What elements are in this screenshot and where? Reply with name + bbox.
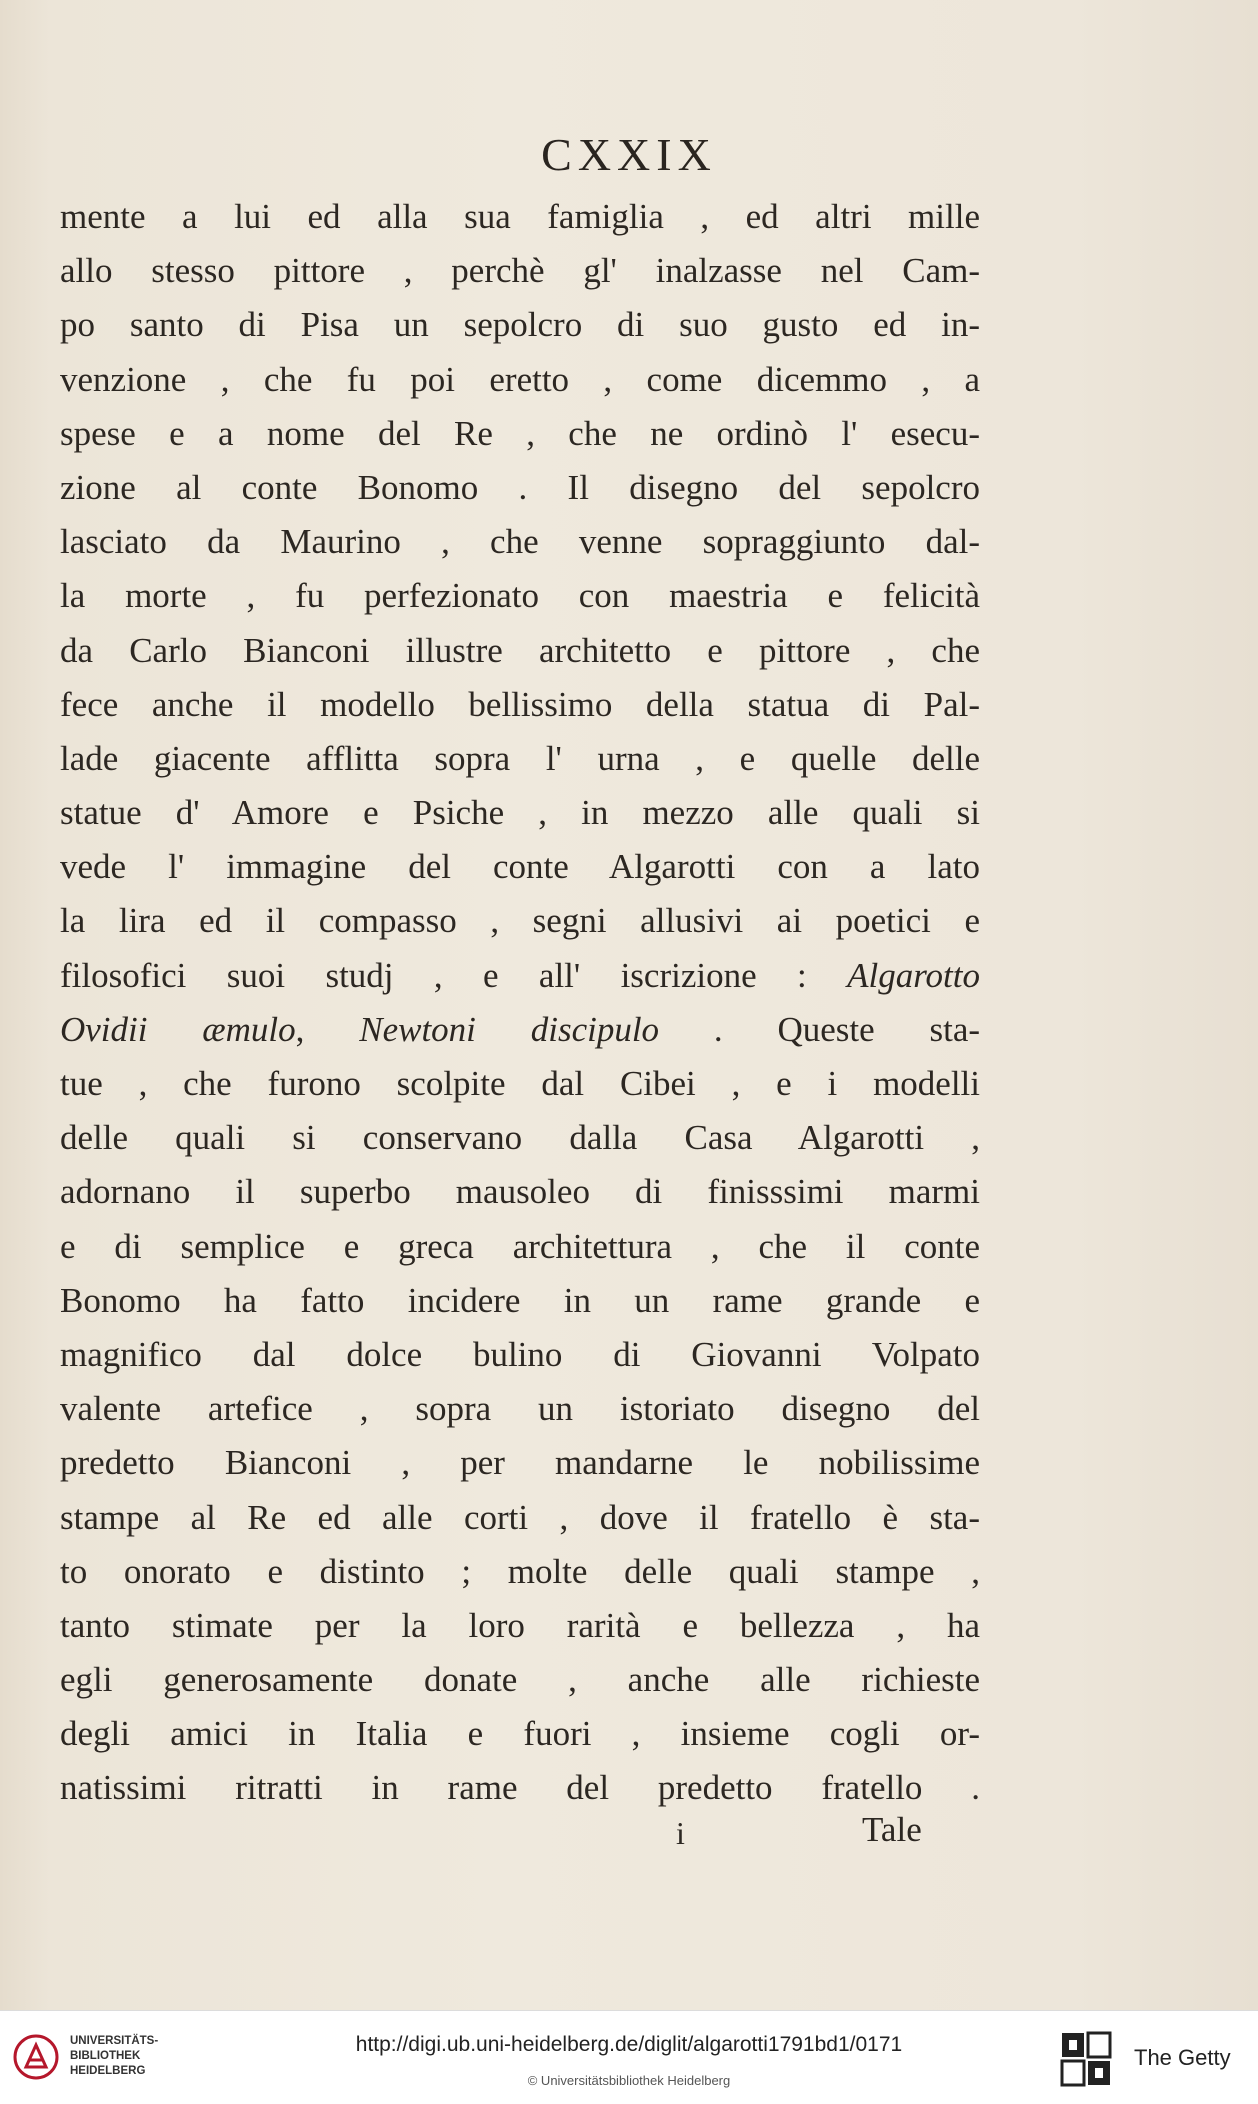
text-line: lade giacente afflitta sopra l' urna , e quelle delle (60, 738, 980, 778)
text-line: da Carlo Bianconi illustre architetto e pittore , che (60, 630, 980, 670)
text-line: egli generosamente donate , anche alle richieste (60, 1660, 980, 1700)
text-line: natissimi ritratti in rame del predetto fratello . (60, 1768, 980, 1808)
text-line-with-italic (60, 949, 980, 1003)
italic-segment: Algarotto (847, 955, 980, 995)
getty-name[interactable]: The Getty (1134, 2045, 1231, 2070)
text-segment: filosofici suoi studj , e all' iscrizione : (60, 955, 807, 995)
text-line: delle quali si conservano dalla Casa Algarotti , (60, 1118, 980, 1158)
copyright-notice: © Universitätsbibliothek Heidelberg (527, 2073, 731, 2088)
text-line: zione al conte Bonomo . Il disegno del sepolcro (60, 467, 980, 507)
text-line: stampe al Re ed alle corti , dove il fratello è sta- (60, 1497, 980, 1537)
text-line: venzione , che fu poi eretto , come dicemmo , a (60, 359, 980, 399)
text-line: allo stesso pittore , perchè gl' inalzasse nel Cam- (60, 251, 980, 291)
text-line: to onorato e distinto ; molte delle quali stampe , (60, 1551, 980, 1591)
text-segment: , (295, 1009, 305, 1049)
text-line: valente artefice , sopra un istoriato disegno del (60, 1389, 980, 1429)
signature-mark: i (676, 1815, 685, 1851)
page-header-numeral: CXXIX (541, 129, 717, 180)
text-line: la morte , fu perfezionato con maestria e felicità (60, 576, 980, 616)
getty-logo-icon[interactable] (1060, 2031, 1112, 2087)
text-line: la lira ed il compasso , segni allusivi ai poetici e (60, 901, 980, 941)
text-line: po santo di Pisa un sepolcro di suo gusto ed in- (60, 305, 980, 345)
text-line: statue d' Amore e Psiche , in mezzo alle quali si (60, 793, 980, 833)
italic-segment: Newtoni discipulo (359, 1009, 660, 1049)
text-line: spese e a nome del Re , che ne ordinò l' esecu- (60, 413, 980, 453)
text-line: mente a lui ed alla sua famiglia , ed altri mille (60, 197, 980, 236)
text-line: Bonomo ha fatto incidere in un rame grande e (60, 1280, 980, 1320)
library-name-line: UNIVERSITÄTS- (70, 2035, 159, 2047)
text-line: degli amici in Italia e fuori , insieme cogli or- (60, 1714, 980, 1754)
text-line-with-italic (60, 1003, 980, 1057)
footer-bar (0, 2010, 1258, 2104)
text-line: e di semplice e greca architettura , che il conte (60, 1226, 980, 1266)
text-line: fece anche il modello bellissimo della statua di Pal- (60, 684, 980, 724)
text-line: tanto stimate per la loro rarità e bellezza , ha (60, 1605, 980, 1645)
text-segment: . Queste sta- (713, 1009, 981, 1049)
catchword: Tale (862, 1810, 922, 1849)
body-text (60, 190, 980, 1816)
text-line: predetto Bianconi , per mandarne le nobilissime (60, 1443, 980, 1483)
text-line: tue , che furono scolpite dal Cibei , e i modelli (60, 1064, 980, 1103)
italic-segment: Ovidii æmulo (60, 1009, 296, 1049)
permalink-url[interactable]: http://digi.ub.uni-heidelberg.de/diglit/algarotti1791bd1/0171 (355, 2033, 903, 2056)
library-name-line: BIBLIOTHEK (70, 2050, 141, 2062)
text-line: lasciato da Maurino , che venne sopraggiunto dal- (60, 522, 980, 562)
library-name-line: HEIDELBERG (70, 2065, 146, 2077)
text-line: adornano il superbo mausoleo di finisssimi marmi (60, 1172, 980, 1212)
text-line: vede l' immagine del conte Algarotti con a lato (60, 847, 980, 887)
text-line: magnifico dal dolce bulino di Giovanni Volpato (60, 1334, 980, 1374)
